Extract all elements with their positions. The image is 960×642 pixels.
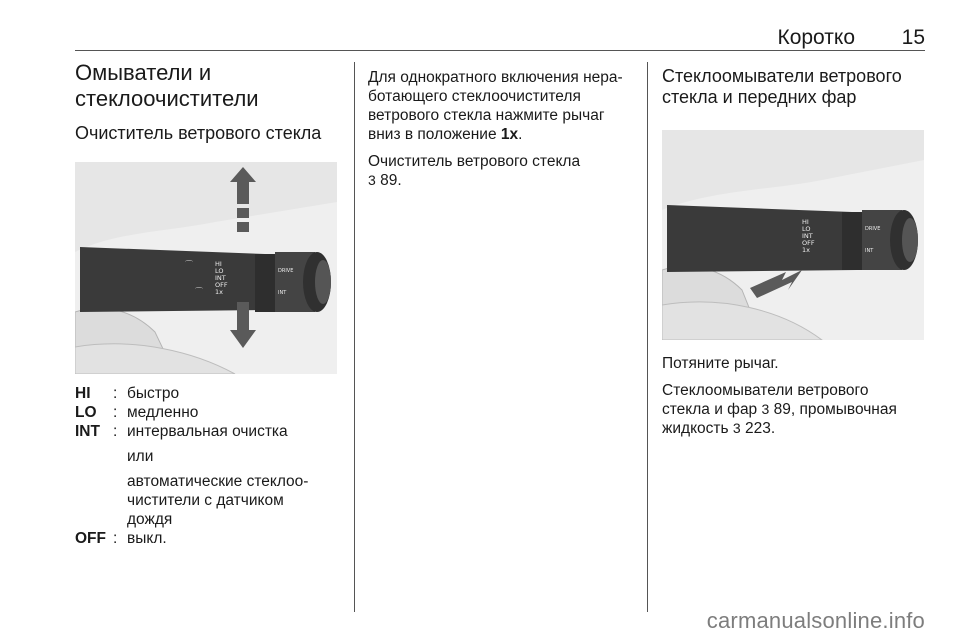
page-header [75,0,925,50]
section-title-line-1: Омыватели и [75,60,212,85]
def-term: LO [75,404,97,421]
subtitle-line-2: стекла и передних фар [662,87,857,107]
def-term: INT [75,423,100,440]
para-line: вниз в положение [368,126,501,143]
header-rule [75,50,925,51]
page-ref-arrow-icon: 3 [732,420,741,436]
page-ref-arrow-icon: 3 [761,401,770,417]
washer-lever-illustration [662,130,924,340]
def-row-int [75,422,345,441]
int-auto-line-2: чистители с датчиком [127,492,284,509]
section-title-line-2: стеклоочистители [75,86,259,111]
def-desc: интервальная очистка [127,423,288,440]
single-wipe-paragraph [368,68,638,144]
lever-label-hi: HI [802,218,809,226]
washer-subtitle [662,66,927,108]
int-auto-line-3: дождя [127,511,173,528]
column-1 [75,60,345,548]
page-ref[interactable]: 89, промывочная [769,401,897,418]
para-line: жидкость [662,420,733,437]
int-auto-line-1: автоматические стеклоо- [127,473,309,490]
para-line: стекла и фар [662,401,762,418]
column-2 [368,68,638,190]
page-ref[interactable]: 89. [375,172,402,189]
lever-label-1x: 1x [802,246,810,254]
page-ref-arrow-icon: 3 [368,172,376,188]
def-term: HI [75,385,91,402]
wiper-lever-illustration [75,162,337,374]
def-row-off [75,529,345,548]
lever-label-off: OFF [802,239,815,247]
def-colon: : [113,530,118,547]
section-title [75,60,345,112]
def-desc: медленно [127,404,199,421]
washer-reference-paragraph [662,381,927,438]
column-3 [662,66,927,438]
washer-lever-figure [662,130,924,340]
para-punct: . [518,126,523,143]
lever-label-hi: HI [215,260,222,268]
subtitle-line-1: Стеклоомыватели ветрового [662,66,902,86]
windshield-wiper-subtitle: Очиститель ветрового стекла [75,123,322,143]
int-continuation-or: или [127,448,154,465]
int-continuation-auto [75,472,345,529]
column-divider-2 [647,62,648,612]
page-number: 15 [901,26,925,49]
ring-label-top: DRIVE [865,226,881,232]
watermark: carmanualsonline.info [706,608,925,633]
para-line: Очиститель ветрового стекла [368,153,581,170]
def-row-lo [75,403,345,422]
position-1x-label: 1x [500,126,519,143]
def-desc: быстро [127,385,180,402]
def-colon: : [113,385,118,402]
para-line: Стеклоомыватели ветрового [662,382,869,399]
wiper-lever-figure [75,162,337,374]
lever-label-int: INT [215,274,226,282]
pull-lever-paragraph: Потяните рычаг. [662,355,779,372]
def-colon: : [113,404,118,421]
wiper-reference-paragraph [368,152,638,190]
ring-label-top: DRIVE [278,268,294,274]
wiper-positions-list [75,384,345,548]
lever-label-lo: LO [802,225,811,233]
lever-label-1x: 1x [215,288,223,296]
svg-text:⌒: ⌒ [185,260,193,269]
def-term: OFF [75,530,106,547]
para-line: ботающего стеклоочистителя [368,88,581,105]
ring-label-bottom: INT [865,248,874,254]
lever-label-int: INT [802,232,813,240]
page-ref[interactable]: 223. [740,420,776,437]
lever-label-off: OFF [215,281,228,289]
ring-label-bottom: INT [278,290,287,296]
para-line: ветрового стекла нажмите рычаг [368,107,605,124]
def-desc: выкл. [127,530,167,547]
lever-label-lo: LO [215,267,224,275]
para-line: Для однократного включения нера- [368,69,623,86]
column-divider-1 [354,62,355,612]
def-row-hi [75,384,345,403]
header-title: Коротко [777,26,855,49]
svg-text:⌒: ⌒ [195,287,203,296]
def-colon: : [113,423,118,440]
